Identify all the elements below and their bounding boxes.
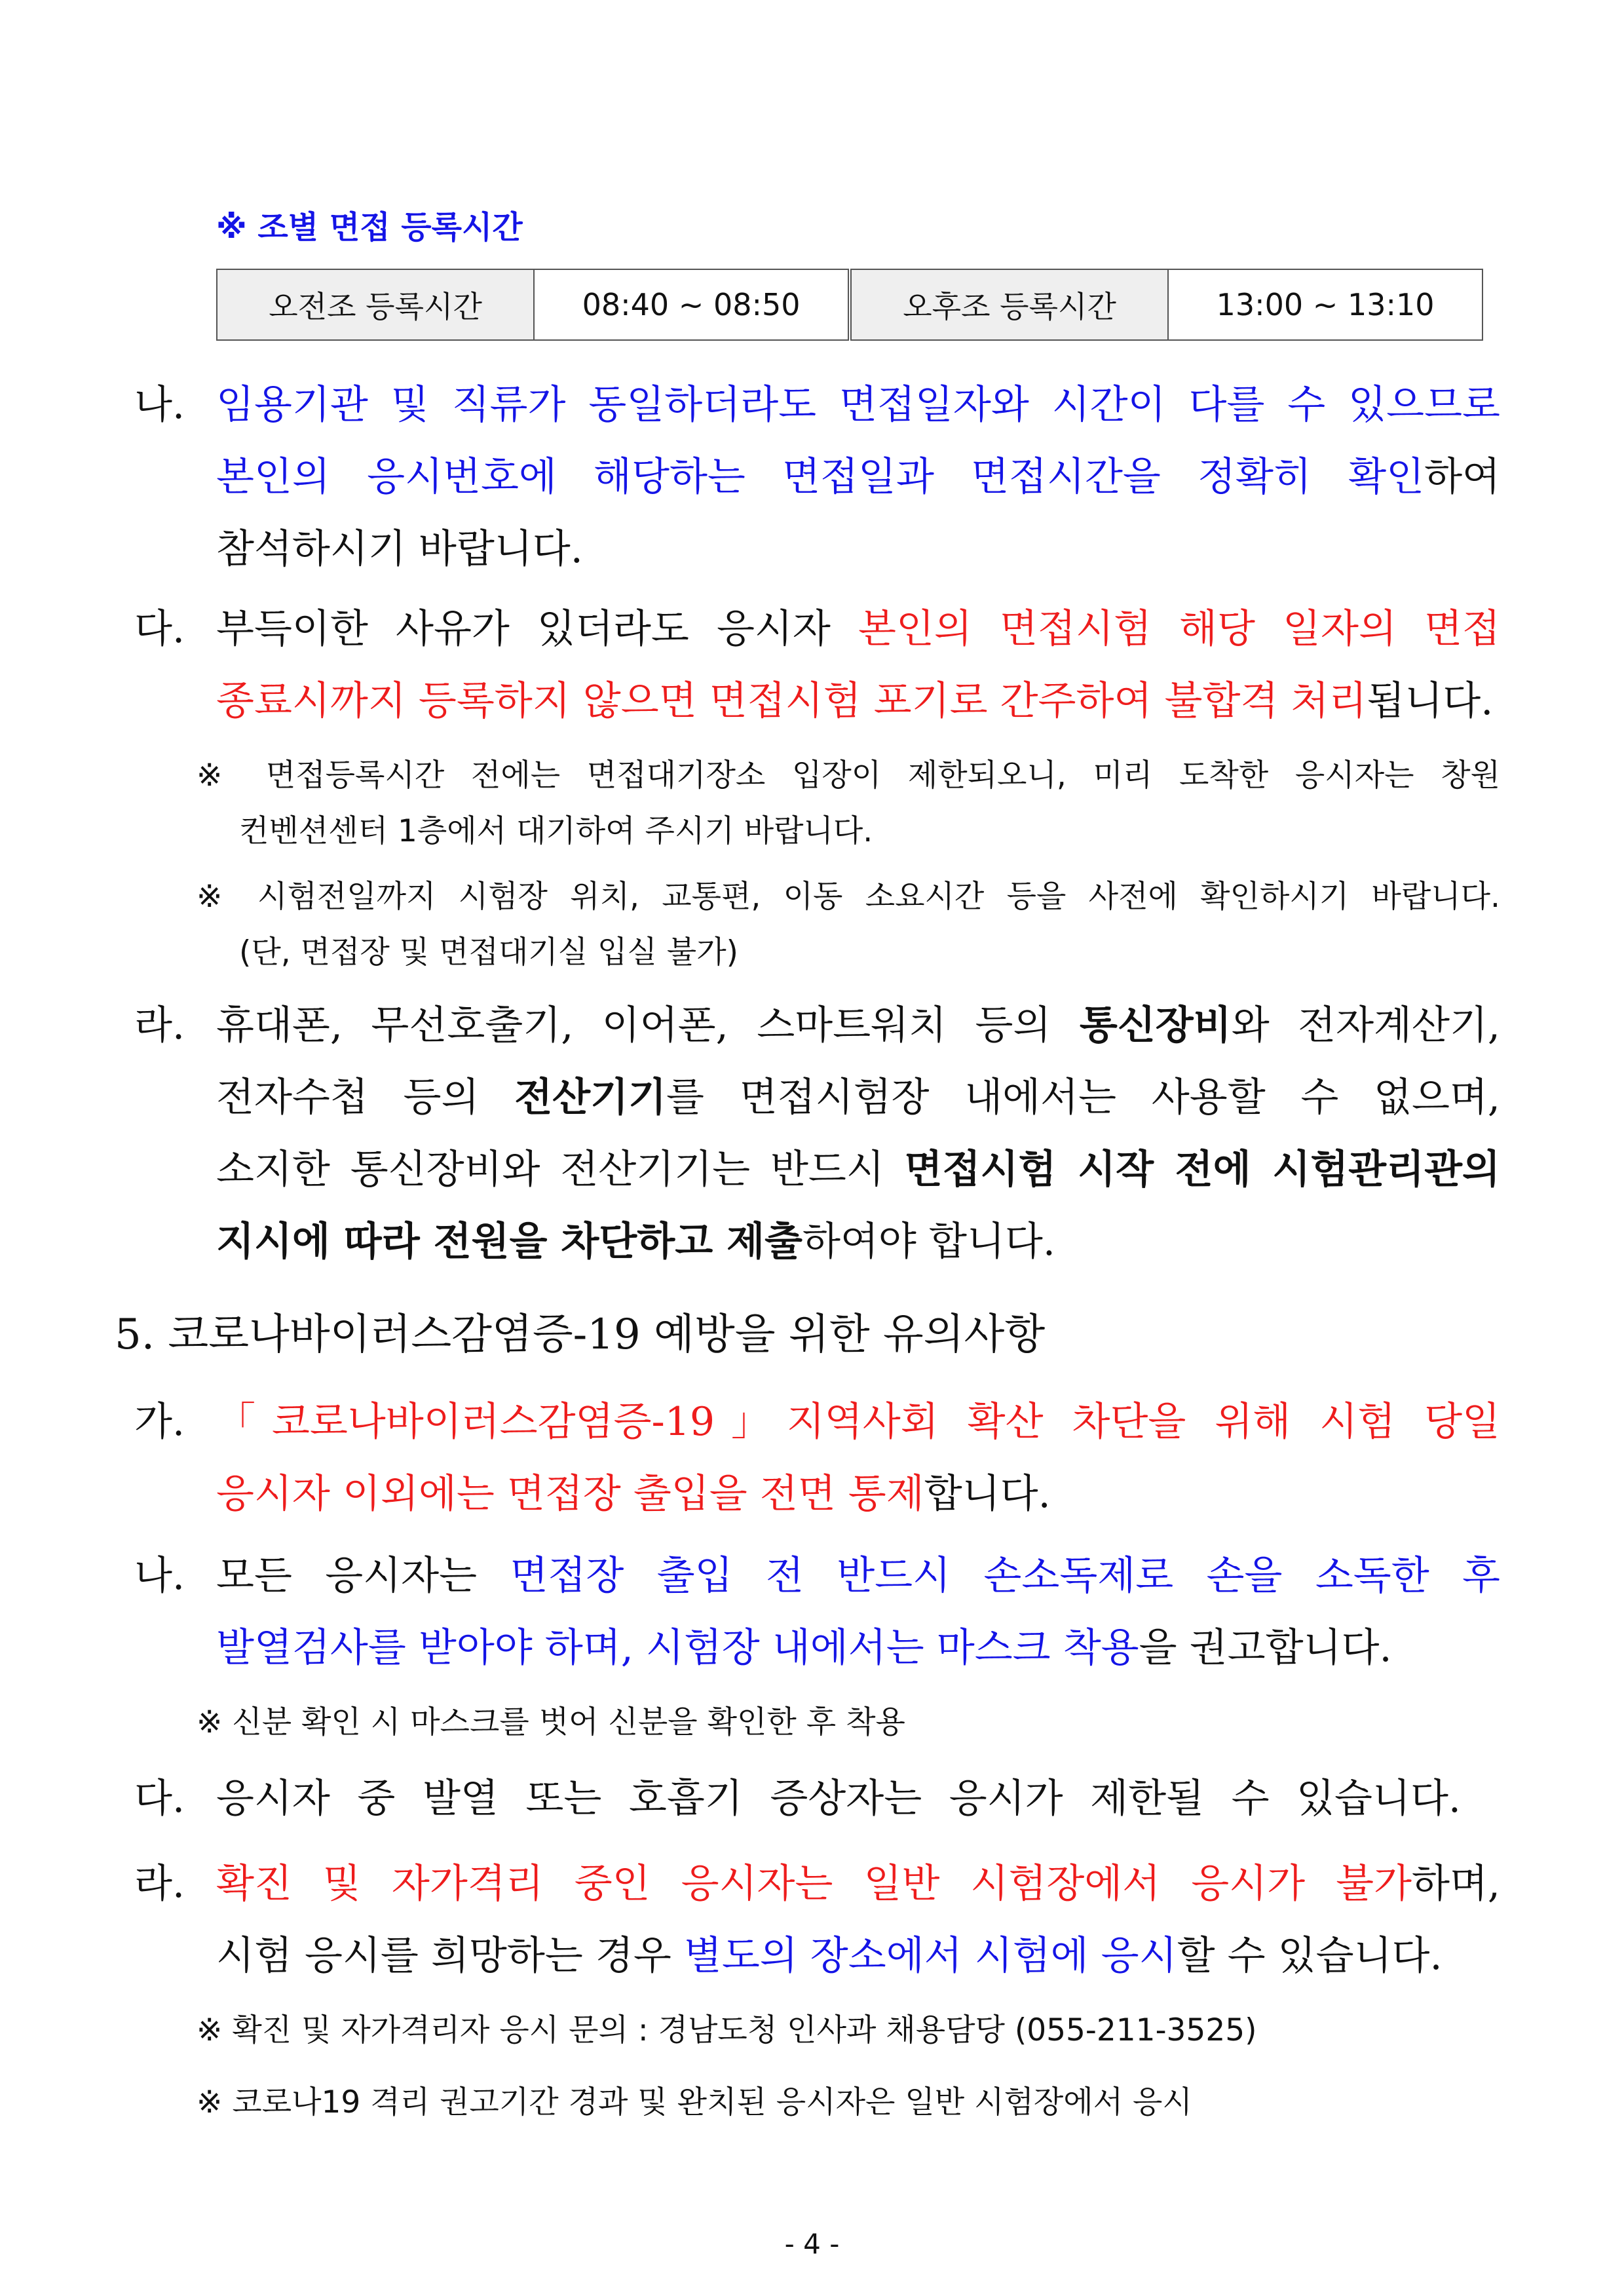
note-recovered-applicants: ※ 코로나19 격리 권고기간 경과 및 완치된 응시자은 일반 시험장에서 응시 — [197, 2084, 1192, 2120]
item-ra-line1-c: 와 전자계산기, — [1231, 1003, 1501, 1048]
sec5-da-marker: 다. — [134, 1776, 185, 1822]
sec5-na-line2-rest: 을 권고합니다. — [1139, 1625, 1392, 1671]
item-da-line1-highlight: 본인의 면접시험 해당 일자의 면접 — [858, 606, 1500, 652]
sec5-na-marker: 나. — [134, 1553, 185, 1599]
item-ra-line3 — [216, 1147, 1500, 1193]
item-da-marker: 다. — [134, 606, 185, 652]
item-na-line2-highlight: 본인의 응시번호에 해당하는 면접일과 면접시간을 정확히 확인 — [216, 454, 1425, 500]
item-na-line1: 임용기관 및 직류가 동일하더라도 면접일자와 시간이 다를 수 있으므로 — [216, 382, 1500, 428]
table-row — [217, 269, 1482, 340]
am-time-cell: 08:40 ~ 08:50 — [534, 269, 850, 340]
am-label-cell: 오전조 등록시간 — [217, 269, 534, 340]
schedule-title: ※ 조별 면접 등록시간 — [216, 209, 523, 246]
sec5-ga-line2 — [216, 1471, 1051, 1517]
item-ra-line4 — [216, 1219, 1055, 1265]
item-ra-line1-a: 휴대폰, 무선호출기, 이어폰, 스마트워치 등의 — [216, 1003, 1080, 1048]
sec5-da-line1: 응시자 중 발열 또는 호흡기 증상자는 응시가 제한될 수 있습니다. — [216, 1776, 1461, 1822]
sec5-ga-line2-highlight: 응시자 이외에는 면접장 출입을 전면 통제 — [216, 1471, 924, 1517]
item-ra-line4-bold: 지시에 따라 전원을 차단하고 제출 — [216, 1219, 803, 1265]
item-ra-line1 — [216, 1003, 1501, 1048]
registration-time-table — [216, 269, 1483, 341]
sec5-ra-marker: 라. — [134, 1861, 185, 1907]
item-ra-line3-bold: 면접시험 시작 전에 시험관리관의 — [904, 1147, 1500, 1193]
note-venue-check-line1: ※ 시험전일까지 시험장 위치, 교통편, 이동 소요시간 등을 사전에 확인하시기 바랍니다. — [197, 879, 1501, 915]
item-ra-line4-rest: 하여야 합니다. — [803, 1219, 1055, 1265]
page-number: - 4 - — [784, 2228, 840, 2260]
item-ra-line1-bold: 통신장비 — [1079, 1003, 1232, 1048]
note-quarantine-contact: ※ 확진 및 자가격리자 응시 문의 : 경남도청 인사과 채용담당 (055-211-3525) — [197, 2012, 1257, 2048]
item-na-marker: 나. — [134, 382, 185, 428]
sec5-ga-marker: 가. — [134, 1399, 185, 1445]
note-waiting-area-line2: 컨벤션센터 1층에서 대기하여 주시기 바랍니다. — [239, 813, 873, 849]
item-na-line2-rest: 하여 — [1424, 454, 1500, 500]
sec5-na-line2 — [216, 1625, 1392, 1671]
note-mask-identity: ※ 신분 확인 시 마스크를 벗어 신분을 확인한 후 착용 — [197, 1704, 905, 1740]
sec5-ra-line2-a: 시험 응시를 희망하는 경우 — [216, 1933, 684, 1979]
sec5-ra-line2-c: 할 수 있습니다. — [1177, 1933, 1443, 1979]
item-ra-line2-a: 전자수첩 등의 — [216, 1075, 515, 1120]
item-da-line2-highlight: 종료시까지 등록하지 않으면 면접시험 포기로 간주하여 불합격 처리 — [216, 678, 1367, 724]
sec5-na-line2-highlight: 발열검사를 받아야 하며, 시험장 내에서는 마스크 착용 — [216, 1625, 1139, 1671]
note-venue-check-line2: (단, 면접장 및 면접대기실 입실 불가) — [239, 934, 738, 970]
sec5-ra-line2 — [216, 1933, 1443, 1979]
sec5-ra-line1 — [216, 1861, 1500, 1907]
pm-label-cell: 오후조 등록시간 — [850, 269, 1168, 340]
item-ra-marker: 라. — [134, 1003, 185, 1048]
item-ra-line2-c: 를 면접시험장 내에서는 사용할 수 없으며, — [666, 1075, 1500, 1120]
item-ra-line2 — [216, 1075, 1500, 1120]
sec5-na-line1-highlight: 면접장 출입 전 반드시 손소독제로 손을 소독한 후 — [510, 1553, 1500, 1599]
pm-time-cell: 13:00 ~ 13:10 — [1168, 269, 1482, 340]
item-na-line2 — [216, 454, 1500, 500]
item-da-line1 — [216, 606, 1500, 652]
item-da-line2-rest: 됩니다. — [1367, 678, 1494, 724]
sec5-na-line1 — [216, 1553, 1500, 1599]
item-ra-line2-bold: 전산기기 — [514, 1075, 667, 1120]
item-ra-line3-a: 소지한 통신장비와 전산기기는 반드시 — [216, 1147, 905, 1193]
section-5-title: 5. 코로나바이러스감염증-19 예방을 위한 유의사항 — [115, 1311, 1046, 1359]
note-waiting-area-line1: ※ 면접등록시간 전에는 면접대기장소 입장이 제한되오니, 미리 도착한 응시자는 창원 — [197, 757, 1500, 794]
item-da-line1-rest: 부득이한 사유가 있더라도 응시자 — [216, 606, 858, 652]
sec5-ra-line2-highlight: 별도의 장소에서 시험에 응시 — [683, 1933, 1177, 1979]
sec5-na-line1-rest: 모든 응시자는 — [216, 1553, 510, 1599]
sec5-ra-line1-highlight: 확진 및 자가격리 중인 응시자는 일반 시험장에서 응시가 불가 — [216, 1861, 1412, 1907]
sec5-ra-line1-rest: 하며, — [1412, 1861, 1500, 1907]
sec5-ga-line1: 「코로나바이러스감염증-19」지역사회 확산 차단을 위해 시험 당일 — [216, 1399, 1500, 1445]
sec5-ga-line2-rest: 합니다. — [924, 1471, 1051, 1517]
item-da-line2 — [216, 678, 1494, 724]
item-na-line3: 참석하시기 바랍니다. — [216, 526, 583, 572]
